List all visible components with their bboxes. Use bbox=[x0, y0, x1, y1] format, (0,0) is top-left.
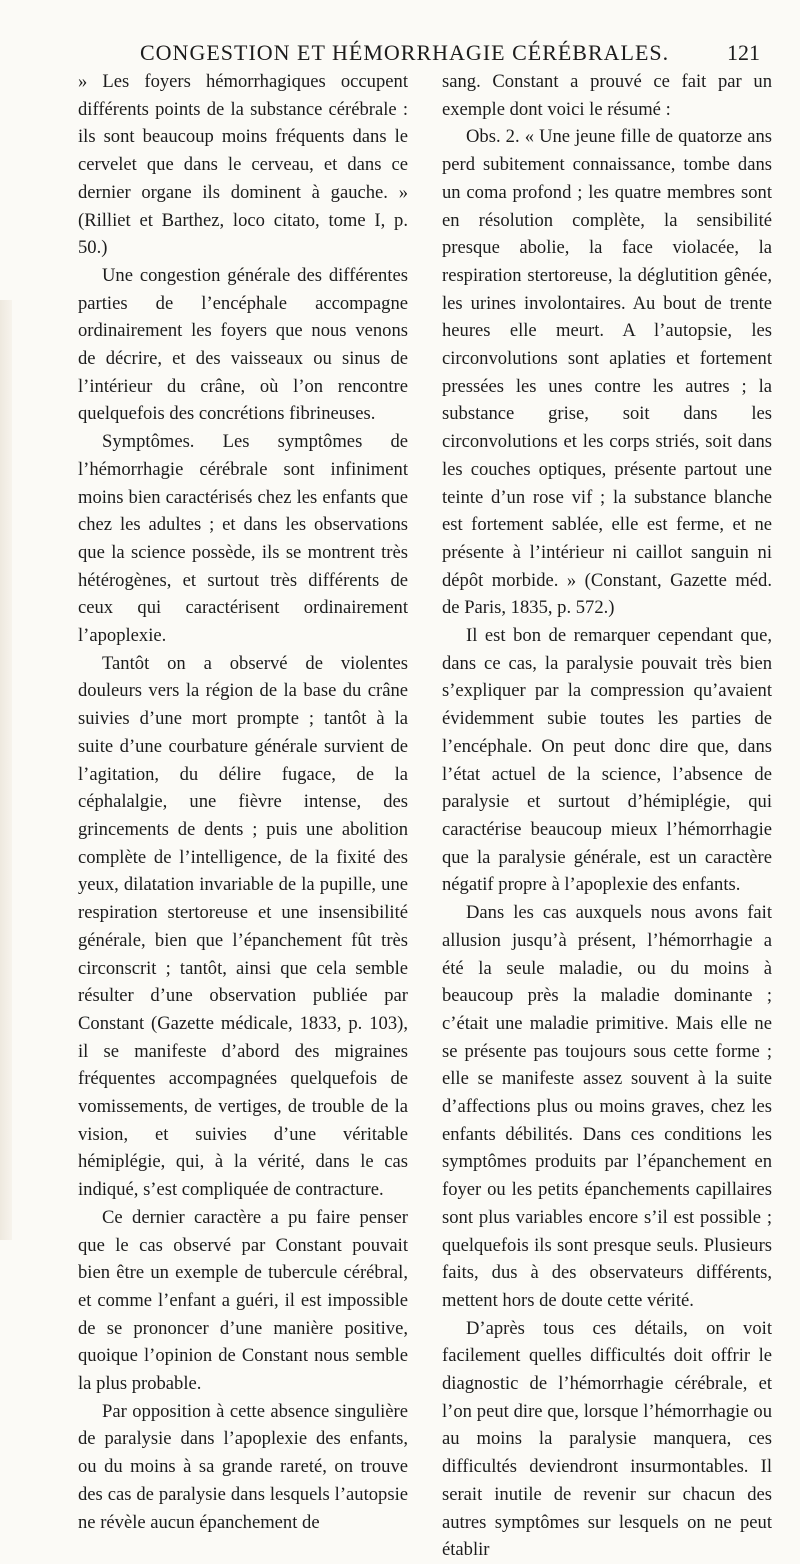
paragraph: sang. Constant a prouvé ce fait par un exemple dont voici le résumé : bbox=[442, 71, 772, 120]
paragraph: D’après tous ces détails, on voit facilement quelles difficultés doit offrir le diagnostic de l’hémorrhagie cérébrale, et l’on peut dire que, lorsque l’hémorrhagie ou au moins la paralysie manquera, ces difficultés deviendront insurmontables. Il serait inutile de revenir sur chacun des autres symptômes sur lesquels on ne peut établir bbox=[442, 1317, 772, 1561]
running-title: CONGESTION ET HÉMORRHAGIE CÉRÉBRALES. bbox=[140, 40, 670, 65]
paragraph: Par opposition à cette absence singulière de paralysie dans l’apoplexie des enfants, ou du moins à sa grande rareté, on trouve des cas de paralysie dans lesquels l’autopsie ne révèle aucun épanchement de bbox=[78, 1400, 408, 1533]
paragraph: Tantôt on a observé de violentes douleurs vers la région de la base du crâne suivies d’une mort prompte ; tantôt à la suite d’une courbature générale survient de l’agitation, du délire fugace, de la céphalalgie, une fièvre intense, des grincements de dents ; puis une abolition complète de l’intelligence, de la fixité des yeux, dilatation invariable de la pupille, une respiration stertoreuse et une insensibilité générale, bien que l’épanchement fût très circonscrit ; tantôt, ainsi que cela semble résulter d’une observation publiée par Constant (Gazette médicale, 1833, p. 103), il se manifeste d’abord des migraines fréquentes accompagnées quelquefois de vomissements, de vertiges, de trouble de la vision, et suivies d’une véritable hémiplégie, qui, à la vérité, dans le cas indiqué, s’est compliquée de contracture. bbox=[78, 652, 408, 1201]
paragraph: Une congestion générale des différentes parties de l’encéphale accompagne ordinairement les foyers que nous venons de décrire, et des vaisseaux ou sinus de l’intérieur du crâne, où l’on rencontre quelquefois des concrétions fibrineuses. bbox=[78, 264, 408, 425]
page-number: 121 bbox=[727, 40, 760, 65]
paragraph: Obs. 2. « Une jeune fille de quatorze ans perd subitement connaissance, tombe dans un coma profond ; les quatre membres sont en résolution complète, la sensibilité presque abolie, la face violacée, la respiration stertoreuse, la déglutition gênée, les urines involontaires. Au bout de trente heures elle meurt. A l’autopsie, les circonvolutions sont aplaties et fortement pressées les unes contre les autres ; la substance grise, soit dans les circonvolutions et les corps striés, soit dans les couches optiques, présente partout une teinte d’un rose vif ; la substance blanche est fortement sablée, elle est ferme, et ne présente à l’intérieur ni caillot sanguin ni dépôt morbide. » (Constant, Gazette méd. de Paris, 1835, p. 572.) bbox=[442, 126, 772, 619]
right-column bbox=[442, 68, 772, 1564]
paragraph: Ce dernier caractère a pu faire penser que le cas observé par Constant pouvait bien être un exemple de tubercule cérébral, et comme l’enfant a guéri, il est impossible de se prononcer d’une manière positive, quoique l’opinion de Constant nous semble la plus probable. bbox=[78, 1206, 408, 1395]
left-column bbox=[78, 68, 408, 1536]
paragraph: » Les foyers hémorrhagiques occupent différents points de la substance cérébrale : ils sont beaucoup moins fréquents dans le cervelet que dans le cerveau, et dans ce dernier organe ils dominent à gauche. » (Rilliet et Barthez, loco citato, tome I, p. 50.) bbox=[78, 71, 408, 259]
paragraph: Symptômes. Les symptômes de l’hémorrhagie cérébrale sont infiniment moins bien caractérisés chez les enfants que chez les adultes ; et dans les observations que la science possède, ils se montrent très hétérogènes, et surtout très différents de ceux qui caractérisent ordinairement l’apoplexie. bbox=[78, 431, 408, 647]
page-edge-shadow bbox=[0, 300, 12, 1240]
paragraph: Dans les cas auxquels nous avons fait allusion jusqu’à présent, l’hémorrhagie a été la seule maladie, ou du moins à beaucoup près la maladie dominante ; c’était une maladie primitive. Mais elle ne se présente pas toujours sous cette forme ; elle se manifeste assez souvent à la suite d’affections plus ou moins graves, chez les enfants débilités. Dans ces conditions les symptômes produits par l’épanchement en foyer ou les petits épanchements capillaires sont plus variables encore s’il est possible ; quelquefois ils sont presque seuls. Plusieurs faits, dus à des observateurs différents, mettent hors de doute cette vérité. bbox=[442, 902, 772, 1311]
paragraph: Il est bon de remarquer cependant que, dans ce cas, la paralysie pouvait très bien s’expliquer par la compression qu’avaient évidemment subie toutes les parties de l’encéphale. On peut donc dire que, dans l’état actuel de la science, l’absence de paralysie et surtout d’hémiplégie, qui caractérise beaucoup mieux l’hémorrhagie que la paralysie générale, est un caractère négatif propre à l’apoplexie des enfants. bbox=[442, 625, 772, 896]
